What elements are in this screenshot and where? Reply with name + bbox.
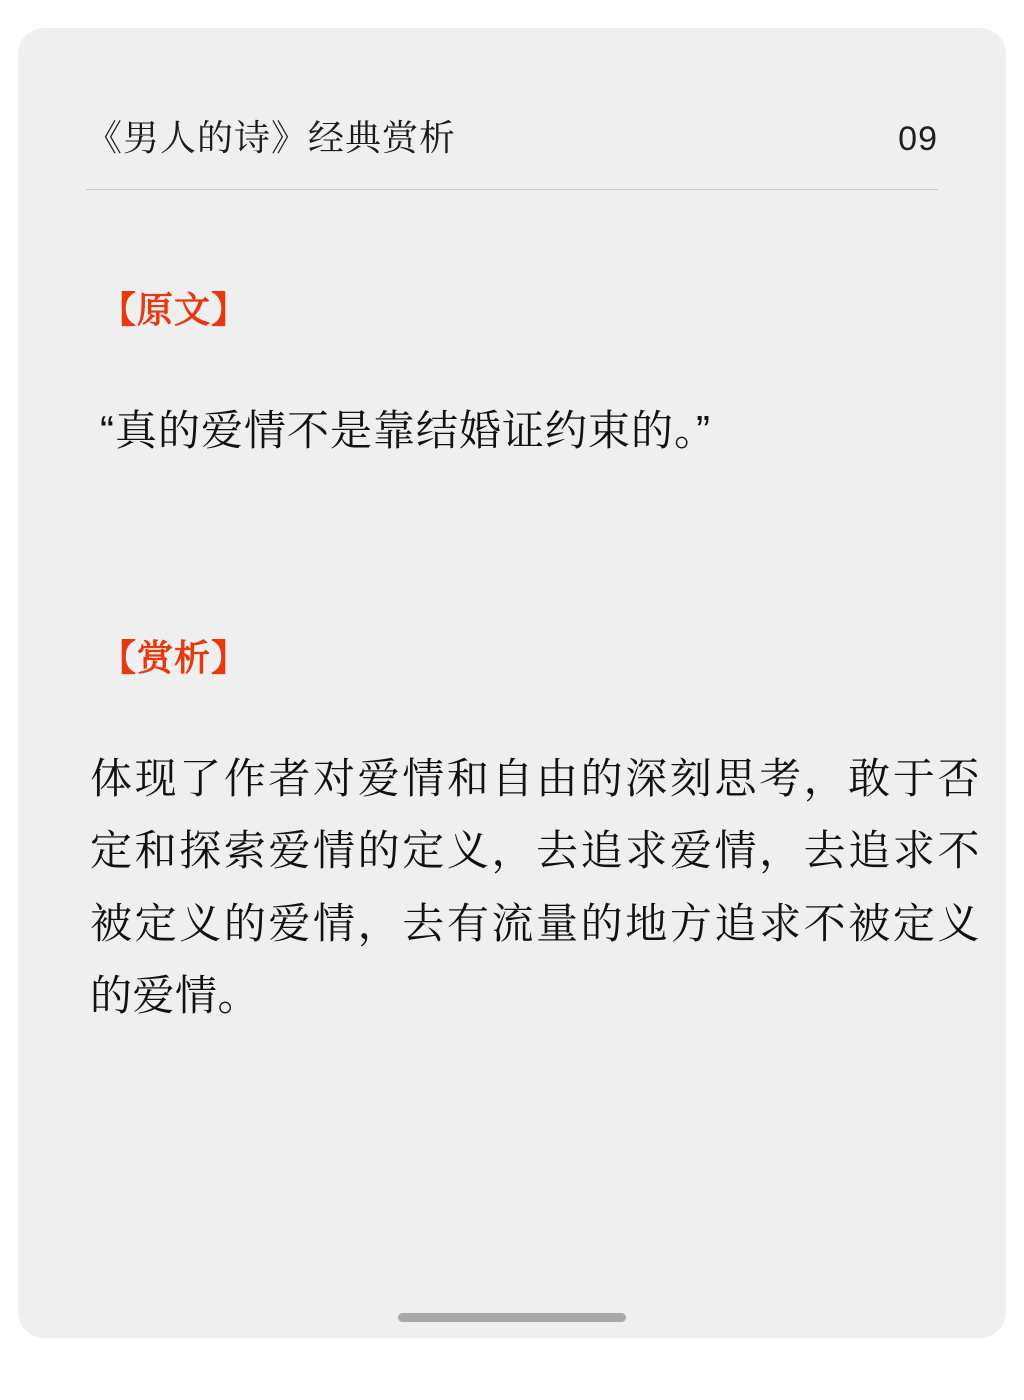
card-body — [86, 282, 980, 1032]
card-header — [86, 28, 938, 159]
section-label-original: 【原文】 — [100, 289, 249, 331]
header-divider — [86, 189, 938, 190]
card-inner — [18, 28, 1006, 1338]
page-title: 《男人的诗》经典赏析 — [86, 117, 457, 158]
analysis-paragraph: 体现了作者对爱情和自由的深刻思考，敢于否定和探索爱情的定义，去追求爱情，去追求不被定义的爱情，去有流量的地方追求不被定义的爱情。 — [90, 755, 980, 1019]
home-indicator[interactable] — [398, 1313, 626, 1322]
content-card — [18, 28, 1006, 1338]
original-quote-text: “真的爱情不是靠结婚证约束的。” — [100, 407, 711, 455]
page-number: 09 — [898, 120, 938, 158]
section-label-analysis: 【赏析】 — [100, 637, 249, 679]
